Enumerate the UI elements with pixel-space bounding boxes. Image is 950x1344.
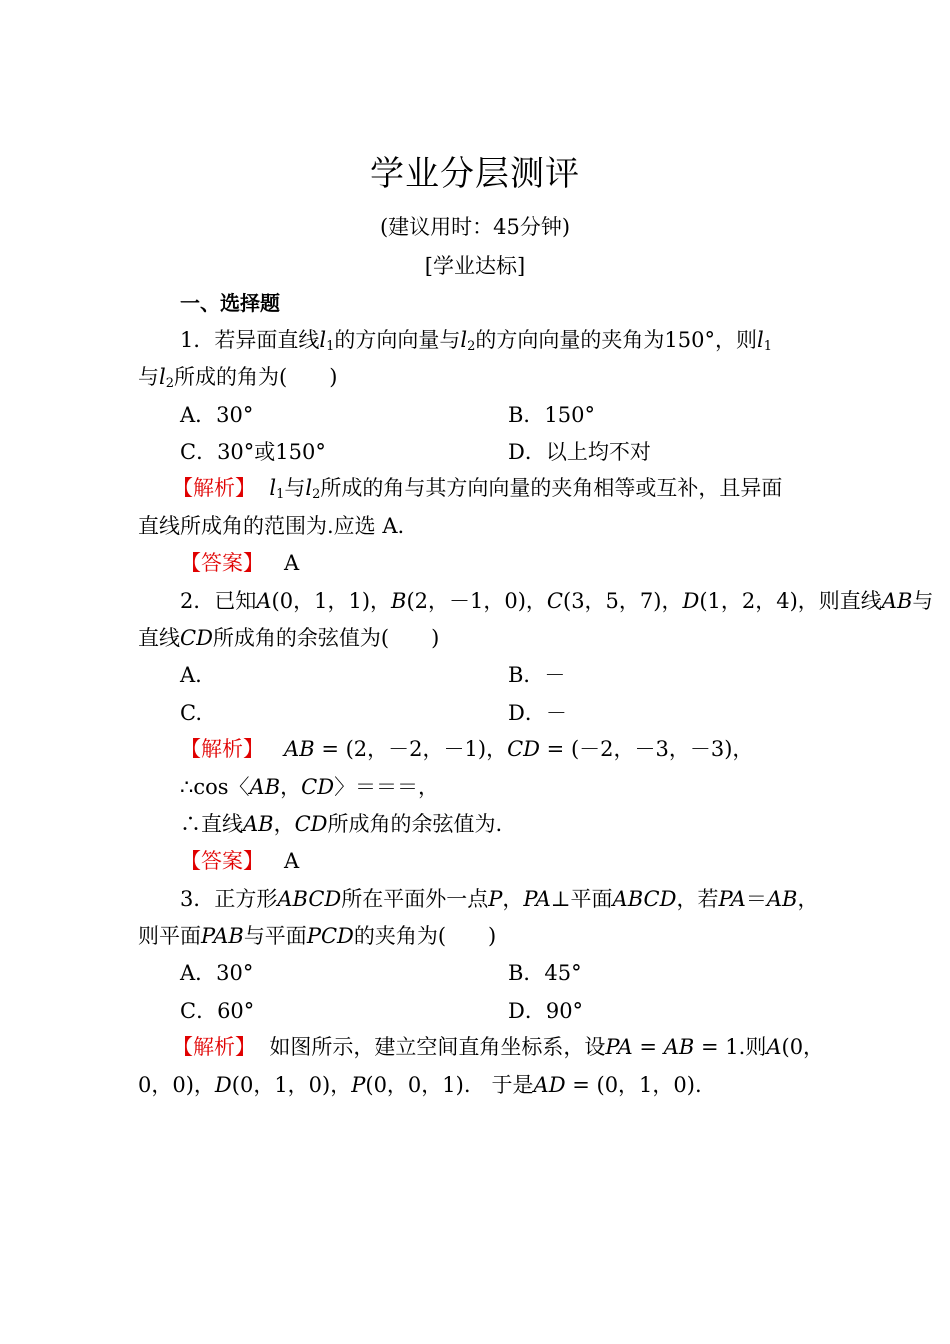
q2-stem-line1: 2．已知A(0，1，1)，B(2，－1，0)，C(3，5，7)，D(1，2，4)，则直线AB与: [180, 589, 934, 613]
q1-option-a: A．30°: [180, 403, 254, 427]
q3-option-a: A．30°: [180, 961, 254, 985]
section-heading-choice: 一、选择题: [180, 291, 280, 315]
q3-option-b: B．45°: [508, 961, 582, 985]
q3-option-c: C．60°: [180, 999, 255, 1023]
q2-analysis-line2: ∴cos〈AB，CD〉＝＝＝，: [180, 775, 440, 799]
q1-option-b: B．150°: [508, 403, 596, 427]
answer-label: 【答案】: [180, 551, 264, 575]
q1-analysis-line2: 直线所成角的范围为.应选 A.: [138, 514, 405, 538]
analysis-label: 【解析】: [172, 476, 256, 500]
q1-answer: 【答案】 A: [180, 551, 300, 575]
q1-option-d: D．以上均不对: [508, 440, 651, 464]
answer-label: 【答案】: [180, 849, 264, 873]
q3-stem-line2: 则平面PAB与平面PCD的夹角为( ): [138, 924, 497, 948]
q3-option-d: D．90°: [508, 999, 584, 1023]
q2-answer: 【答案】 A: [180, 849, 300, 873]
q1-analysis-line1: 【解析】 $l_1$与$l_2$所成的角与其方向向量的夹角相等或互补，且异面: [172, 476, 783, 502]
suggested-time: (建议用时：45分钟): [379, 215, 571, 239]
q1-stem-line1: 1．若异面直线$l_1$的方向向量与$l_2$的方向向量的夹角为150°，则$l_1$: [180, 328, 772, 354]
q2-option-b: B．－: [508, 663, 566, 687]
page-title: 学业分层测评: [370, 154, 580, 194]
q2-analysis-line3: ∴直线AB，CD所成角的余弦值为.: [180, 812, 503, 836]
q2-analysis-line1: 【解析】 AB = (2，－2，－1)，CD = (－2，－3，－3)，: [180, 737, 754, 761]
analysis-label: 【解析】: [180, 737, 264, 761]
q2-option-c: C.: [180, 701, 202, 725]
q3-analysis-line1: 【解析】 如图所示，建立空间直角坐标系，设PA = AB = 1.则A(0，: [172, 1035, 825, 1059]
q3-stem-line1: 3．正方形ABCD所在平面外一点P，PA⊥平面ABCD，若PA＝AB，: [180, 887, 819, 911]
q3-analysis-line2: 0，0)，D(0，1，0)，P(0，0，1). 于是AD = (0，1，0).: [138, 1073, 702, 1097]
q2-option-a: A.: [180, 663, 202, 687]
q1-stem-line2: 与$l_2$所成的角为( ): [138, 365, 338, 391]
q1-option-c: C．30°或150°: [180, 440, 326, 464]
analysis-label: 【解析】: [172, 1035, 256, 1059]
q2-stem-line2: 直线CD所成角的余弦值为( ): [138, 626, 440, 650]
level-heading: [学业达标]: [424, 254, 526, 278]
q2-option-d: D．－: [508, 701, 567, 725]
